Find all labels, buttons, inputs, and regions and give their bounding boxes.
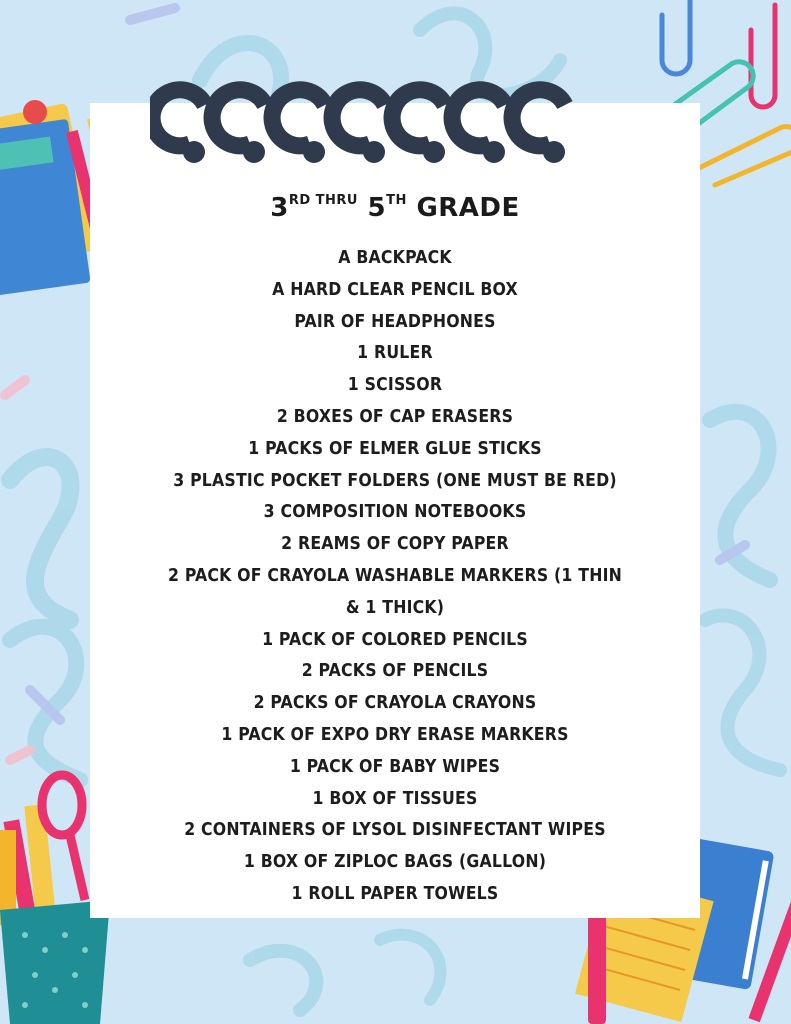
swirl-decoration	[250, 951, 316, 1010]
list-item: 2 BOXES OF CAP ERASERS	[276, 406, 514, 427]
ring-icon	[452, 90, 505, 146]
list-item: 3 PLASTIC POCKET FOLDERS (ONE MUST BE RED)	[173, 470, 617, 491]
ring-icon	[272, 90, 325, 146]
list-item: 1 BOX OF ZIPLOC BAGS (GALLON)	[243, 852, 547, 873]
list-item: 2 PACK OF CRAYOLA WASHABLE MARKERS (1 THIN & 1 THICK)	[167, 565, 623, 618]
title-number: 5	[367, 193, 387, 223]
list-item: 1 BOX OF TISSUES	[312, 788, 478, 809]
swirl-decoration	[705, 615, 780, 770]
title-number: 3	[270, 193, 289, 223]
supply-list	[90, 243, 700, 911]
swirl-decoration	[10, 457, 70, 620]
ring-icon	[332, 90, 385, 146]
confetti-decoration	[130, 8, 175, 20]
ring-icon	[212, 90, 265, 146]
confetti-decoration	[10, 750, 30, 760]
list-item: 1 SCISSOR	[347, 375, 443, 396]
list-item: 1 RULER	[357, 343, 433, 364]
list-item: 1 PACK OF BABY WIPES	[289, 756, 501, 777]
confetti-decoration	[5, 380, 25, 395]
list-item: A HARD CLEAR PENCIL BOX	[272, 279, 518, 300]
list-item: A BACKPACK	[338, 248, 452, 268]
swirl-decoration	[380, 935, 440, 1000]
list-item: 3 COMPOSITION NOTEBOOKS	[263, 502, 527, 523]
binder-rings	[150, 60, 630, 180]
list-item: 2 PACKS OF PENCILS	[301, 661, 489, 682]
page-title	[90, 181, 700, 228]
title-superscript: RD THRU	[288, 193, 358, 208]
ring-icon	[152, 90, 205, 146]
title-superscript: TH	[386, 193, 407, 208]
title-word: GRADE	[416, 193, 520, 223]
list-item: 1 PACKS OF ELMER GLUE STICKS	[248, 438, 542, 459]
list-item: 1 ROLL PAPER TOWELS	[291, 883, 499, 904]
ring-icon	[512, 90, 565, 146]
list-item: 2 REAMS OF COPY PAPER	[281, 534, 509, 555]
ring-icon	[392, 90, 445, 146]
list-item: 2 CONTAINERS OF LYSOL DISINFECTANT WIPES	[184, 820, 606, 841]
list-item: 1 PACK OF EXPO DRY ERASE MARKERS	[221, 724, 569, 745]
list-item: PAIR OF HEADPHONES	[294, 311, 496, 332]
list-item: 2 PACKS OF CRAYOLA CRAYONS	[253, 693, 537, 714]
list-item: 1 PACK OF COLORED PENCILS	[262, 629, 528, 650]
